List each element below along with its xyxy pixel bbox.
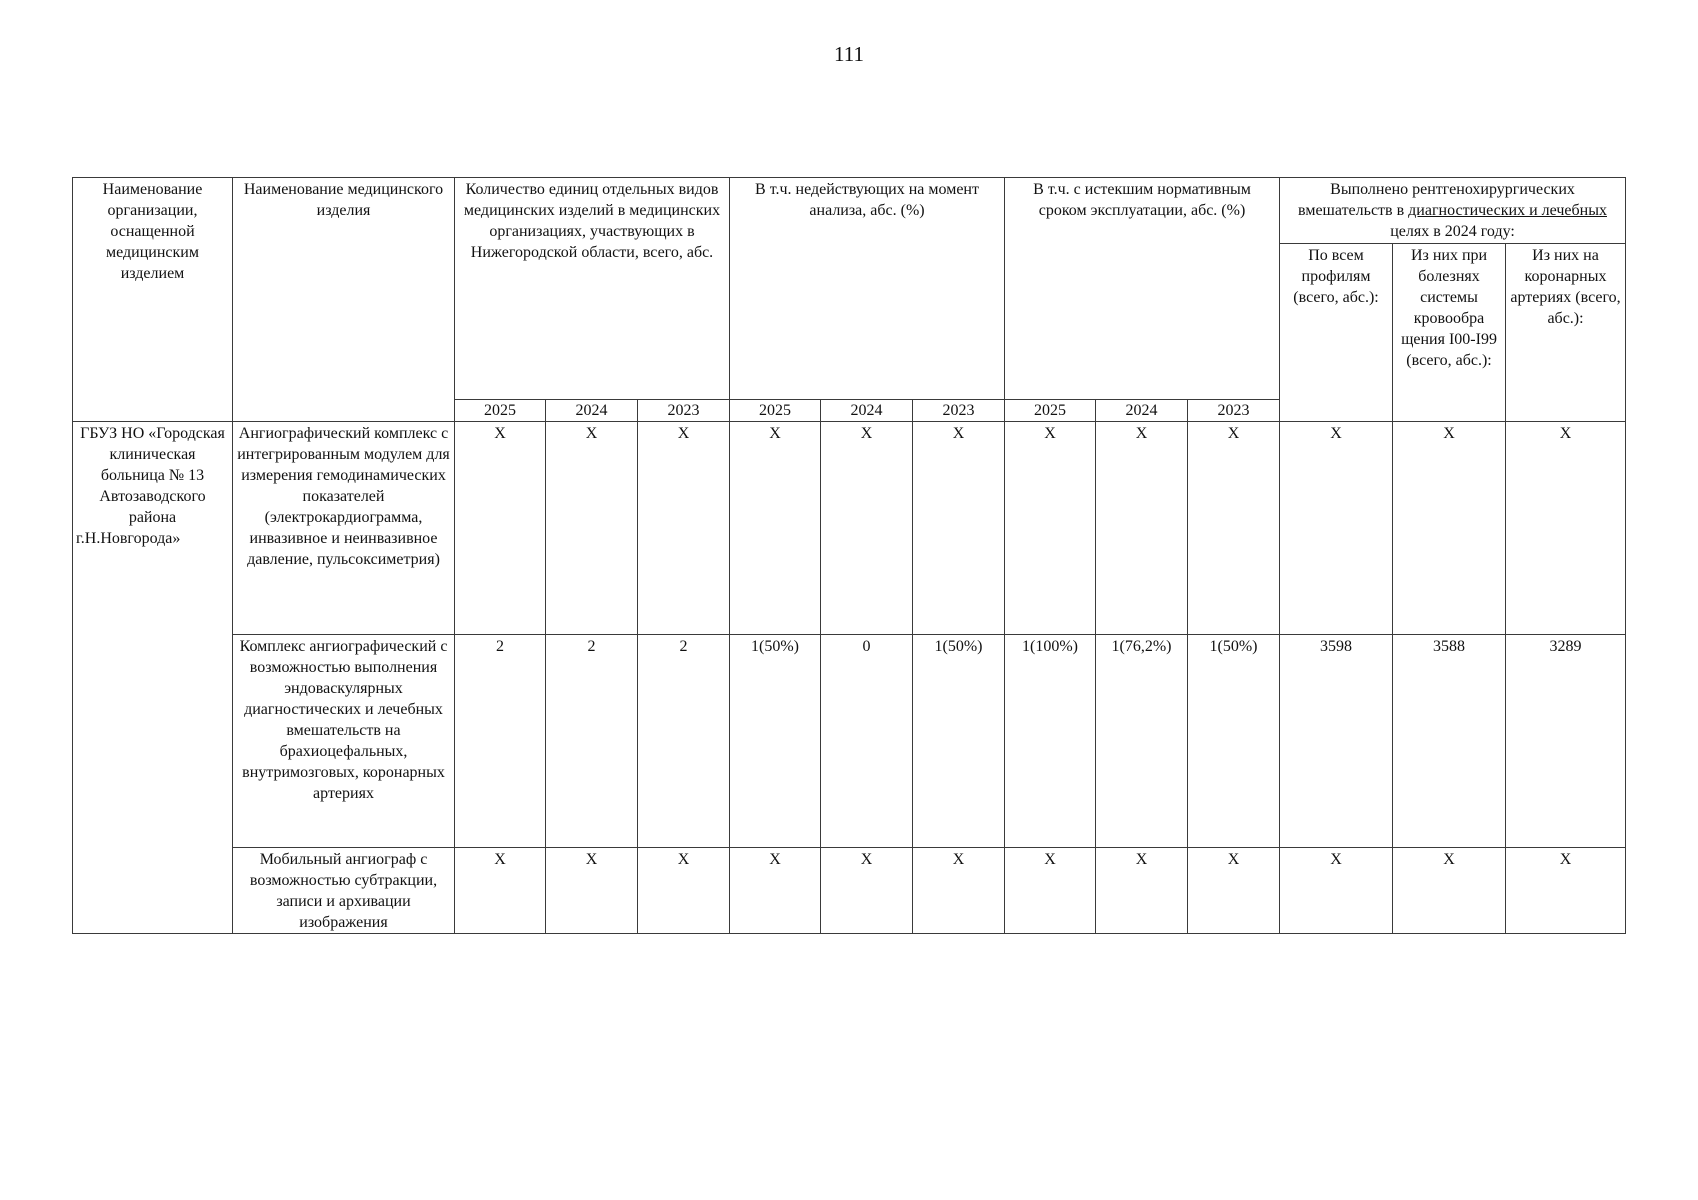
table-row — [73, 422, 1626, 635]
value-cell: X — [1096, 848, 1188, 934]
header-device: Наименование медицинского изделия — [233, 178, 455, 422]
value-cell: X — [1506, 848, 1626, 934]
value-cell: X — [455, 848, 546, 934]
header-sub-all-profiles: По всем профилям (всего, абс.): — [1280, 244, 1393, 422]
value-cell: 2 — [546, 635, 638, 848]
header-surgery-underlined: диагностических и лечебных — [1408, 202, 1607, 219]
value-cell: 3289 — [1506, 635, 1626, 848]
table-row — [73, 848, 1626, 934]
device-name: Комплекс ангиографический с возможностью выполнения эндоваскулярных диагностических и лечебных вмешательств на брахиоцефальных, внутримозговых, коронарных артериях — [233, 635, 455, 848]
value-cell: 1(50%) — [730, 635, 821, 848]
device-name: Ангиографический комплекс с интегрированным модулем для измерения гемодинамических показателей (электрокардиограмма, инвазивное и неинвазивное давление, пульсоксиметрия) — [233, 422, 455, 635]
header-surgery: Выполнено рентгенохирургических вмешательств в диагностических и лечебных целях в 2024 году: — [1280, 178, 1626, 244]
device-name: Мобильный ангиограф с возможностью субтракции, записи и архивации изображения — [233, 848, 455, 934]
value-cell: 1(76,2%) — [1096, 635, 1188, 848]
value-cell: X — [1393, 848, 1506, 934]
equipment-table — [72, 177, 1626, 934]
year-header: 2024 — [546, 400, 638, 422]
value-cell: X — [638, 422, 730, 635]
header-inactive: В т.ч. недействующих на момент анализа, абс. (%) — [730, 178, 1005, 400]
value-cell: X — [638, 848, 730, 934]
value-cell: 2 — [455, 635, 546, 848]
year-header: 2023 — [1188, 400, 1280, 422]
value-cell: 3598 — [1280, 635, 1393, 848]
value-cell: X — [1188, 848, 1280, 934]
year-header: 2024 — [821, 400, 913, 422]
value-cell: 0 — [821, 635, 913, 848]
year-header: 2024 — [1096, 400, 1188, 422]
page-number: 111 — [834, 42, 864, 66]
value-cell: X — [821, 422, 913, 635]
value-cell: 1(50%) — [913, 635, 1005, 848]
value-cell: X — [1188, 422, 1280, 635]
value-cell: X — [730, 848, 821, 934]
value-cell: X — [546, 422, 638, 635]
header-count: Количество единиц отдельных видов медицинских изделий в медицинских организациях, участвующих в Нижегородской области, всего, абс. — [455, 178, 730, 400]
value-cell: X — [1393, 422, 1506, 635]
value-cell: 3588 — [1393, 635, 1506, 848]
year-header: 2023 — [638, 400, 730, 422]
year-header: 2025 — [730, 400, 821, 422]
value-cell: X — [1005, 422, 1096, 635]
value-cell: X — [1096, 422, 1188, 635]
year-header: 2025 — [455, 400, 546, 422]
year-header: 2025 — [1005, 400, 1096, 422]
header-sub-circulatory: Из них при болезнях системы кровообра щения I00-I99 (всего, абс.): — [1393, 244, 1506, 422]
header-sub-coronary: Из них на коронарных артериях (всего, абс.): — [1506, 244, 1626, 422]
value-cell: X — [913, 848, 1005, 934]
header-organization: Наименование организации, оснащенной медицинским изделием — [73, 178, 233, 422]
value-cell: X — [821, 848, 913, 934]
value-cell: X — [546, 848, 638, 934]
value-cell: X — [913, 422, 1005, 635]
value-cell: 1(50%) — [1188, 635, 1280, 848]
value-cell: X — [1280, 422, 1393, 635]
value-cell: X — [1280, 848, 1393, 934]
value-cell: X — [455, 422, 546, 635]
value-cell: X — [730, 422, 821, 635]
value-cell: 2 — [638, 635, 730, 848]
organization-name: ГБУЗ НО «Городская клиническая больница № 13 Автозаводского района г.Н.Новгорода» — [73, 422, 233, 934]
header-expired: В т.ч. с истекшим нормативным сроком эксплуатации, абс. (%) — [1005, 178, 1280, 400]
value-cell: 1(100%) — [1005, 635, 1096, 848]
value-cell: X — [1506, 422, 1626, 635]
value-cell: X — [1005, 848, 1096, 934]
year-header: 2023 — [913, 400, 1005, 422]
table-row — [73, 635, 1626, 848]
